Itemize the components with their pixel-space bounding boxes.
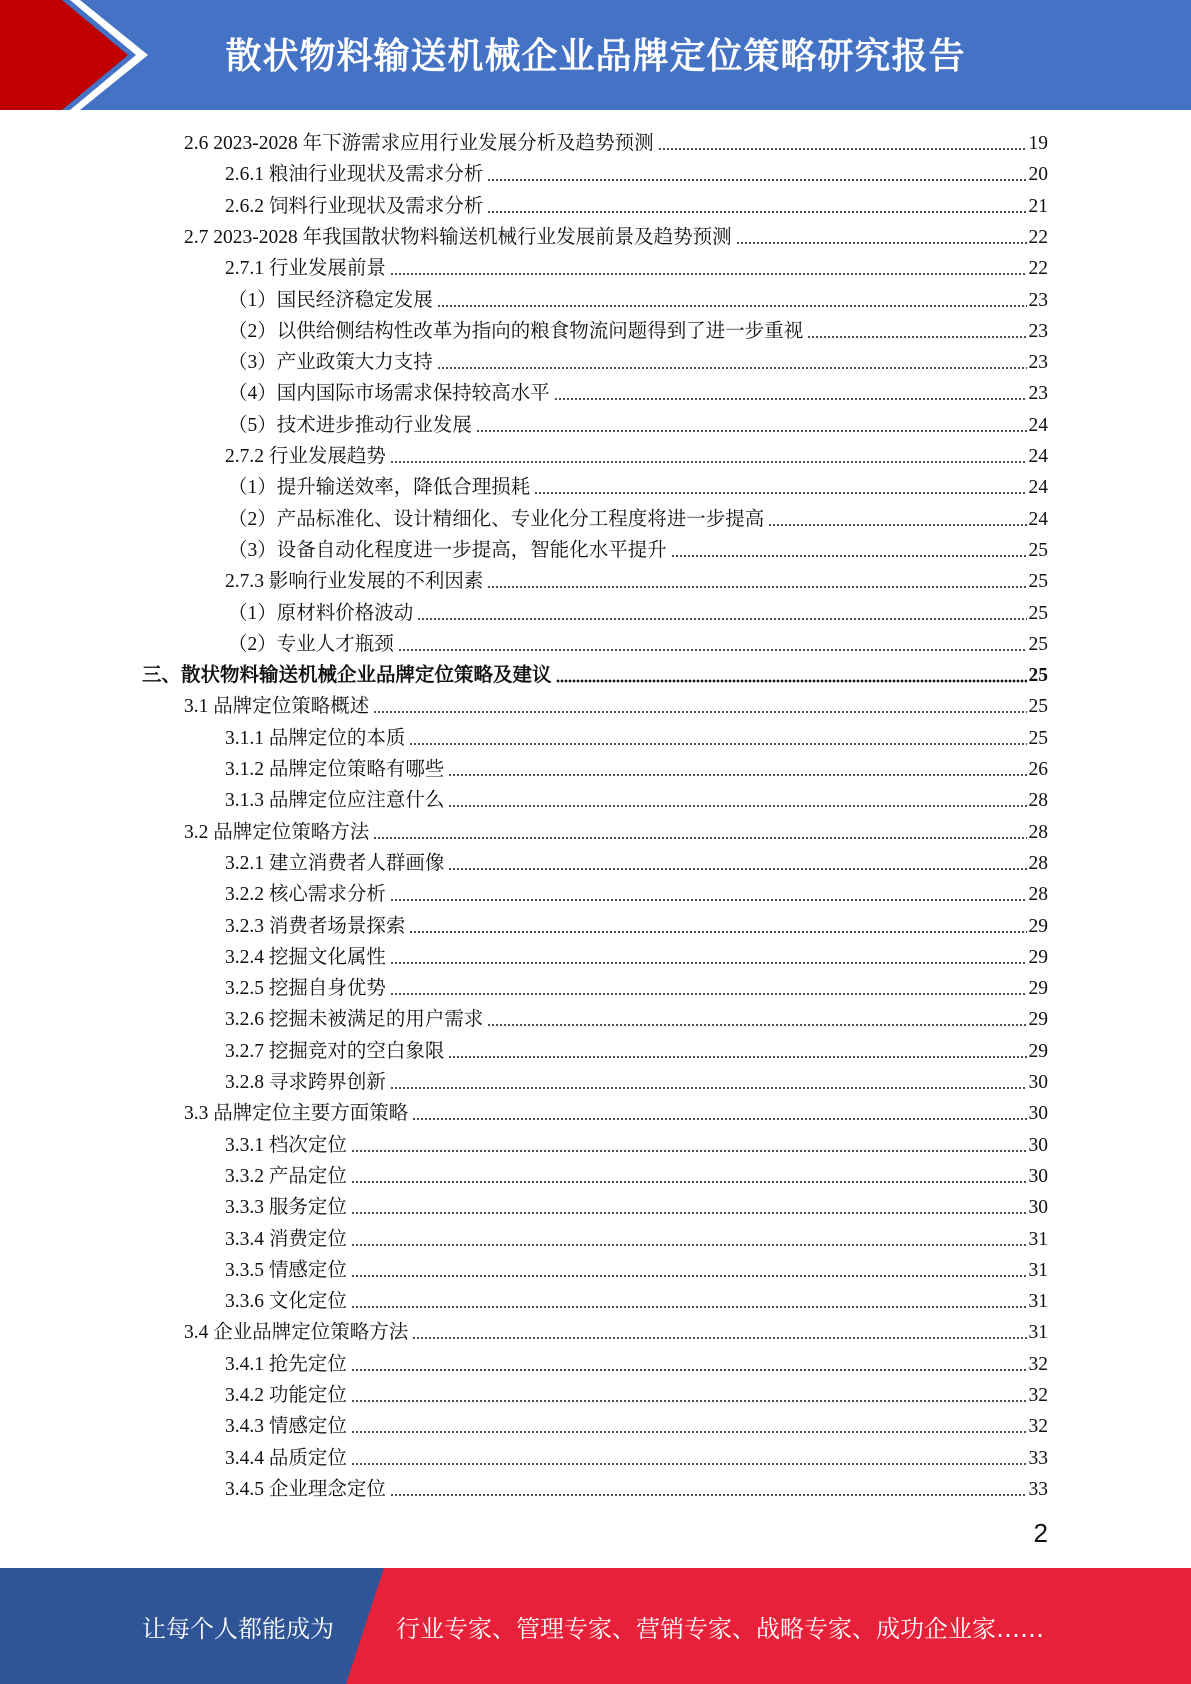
toc-entry-page: 25: [1028, 602, 1048, 624]
toc-entry-page: 20: [1028, 164, 1048, 186]
toc-leader-dots: [556, 669, 1027, 683]
toc-entry-page: 29: [1028, 915, 1048, 937]
toc-entry[interactable]: [228, 471, 1048, 502]
toc-leader-dots: [412, 1107, 1026, 1121]
toc-leader-dots: [373, 826, 1026, 840]
toc-entry-page: 21: [1028, 195, 1048, 217]
toc-entry[interactable]: [225, 1223, 1048, 1254]
toc-entry-title: 3.4.1 抢先定位: [225, 1353, 347, 1375]
toc-leader-dots: [448, 857, 1026, 871]
toc-entry-title: 3.3.4 消费定位: [225, 1228, 347, 1250]
toc-entry[interactable]: [225, 910, 1048, 941]
toc-entry[interactable]: [228, 628, 1048, 659]
toc-entry-page: 28: [1028, 790, 1048, 812]
toc-entry-page: 31: [1028, 1228, 1048, 1250]
toc-entry-title: 3.3.2 产品定位: [225, 1165, 347, 1187]
toc-leader-dots: [437, 356, 1027, 370]
toc-entry[interactable]: [225, 1442, 1048, 1473]
toc-entry-title: （3）设备自动化程度进一步提高，智能化水平提升: [228, 539, 667, 561]
toc-leader-dots: [807, 325, 1026, 339]
toc-entry-title: 2.6 2023-2028 年下游需求应用行业发展分析及趋势预测: [184, 133, 654, 154]
toc-entry[interactable]: [184, 127, 1048, 158]
toc-entry-page: 23: [1028, 383, 1048, 405]
toc-entry-title: 3.4.5 企业理念定位: [225, 1478, 386, 1500]
toc-entry[interactable]: [225, 722, 1048, 753]
toc-entry-title: 3.2.7 挖掘竞对的空白象限: [225, 1040, 445, 1062]
toc-entry-title: （5）技术进步推动行业发展: [228, 414, 472, 436]
toc-leader-dots: [351, 1358, 1027, 1372]
toc-entry[interactable]: [225, 1254, 1048, 1285]
toc-entry[interactable]: [225, 753, 1048, 784]
toc-entry-page: 31: [1028, 1291, 1048, 1313]
toc-entry[interactable]: [225, 878, 1048, 909]
toc-entry-page: 29: [1028, 978, 1048, 1000]
toc-leader-dots: [409, 920, 1026, 934]
toc-leader-dots: [351, 1233, 1027, 1247]
toc-entry-title: 3.1.3 品牌定位应注意什么: [225, 790, 445, 812]
toc-entry[interactable]: [225, 784, 1048, 815]
toc-entry-page: 22: [1028, 258, 1048, 280]
toc-entry[interactable]: [225, 1473, 1048, 1504]
toc-entry[interactable]: [225, 1191, 1048, 1222]
toc-entry-title: 2.7.1 行业发展前景: [225, 258, 386, 280]
toc-entry-title: （2）产品标准化、设计精细化、专业化分工程度将进一步提高: [228, 508, 765, 530]
toc-entry-page: 25: [1028, 665, 1048, 687]
toc-entry-page: 26: [1028, 759, 1048, 780]
toc-leader-dots: [417, 607, 1026, 621]
toc-entry-page: 23: [1028, 320, 1048, 342]
toc-entry-title: 三、散状物料输送机械企业品牌定位策略及建议: [142, 665, 552, 687]
toc-leader-dots: [448, 794, 1026, 808]
toc-leader-dots: [351, 1139, 1027, 1153]
toc-leader-dots: [671, 544, 1027, 558]
toc-entry-page: 31: [1028, 1322, 1048, 1344]
toc-leader-dots: [412, 1326, 1026, 1340]
toc-entry-page: 30: [1028, 1197, 1048, 1219]
toc-entry[interactable]: [225, 158, 1048, 189]
toc-entry[interactable]: [225, 1066, 1048, 1097]
toc-leader-dots: [448, 763, 1026, 777]
toc-leader-dots: [351, 1420, 1027, 1434]
toc-entry[interactable]: [184, 221, 1048, 252]
toc-entry-title: （1）提升输送效率，降低合理损耗: [228, 477, 531, 499]
toc-leader-dots: [351, 1201, 1027, 1215]
toc-entry[interactable]: [225, 972, 1048, 1003]
toc-leader-dots: [390, 450, 1027, 464]
toc-entry-title: 3.1 品牌定位策略概述: [184, 696, 370, 718]
toc-entry-page: 25: [1028, 696, 1048, 718]
toc-entry-title: 3.1.1 品牌定位的本质: [225, 727, 406, 749]
toc-entry-page: 32: [1028, 1353, 1048, 1375]
toc-entry-title: 3.2.3 消费者场景探索: [225, 915, 406, 937]
toc-entry[interactable]: [184, 690, 1048, 721]
toc-entry-title: 3.3.1 档次定位: [225, 1134, 347, 1156]
toc-leader-dots: [437, 294, 1027, 308]
toc-entry-title: （4）国内国际市场需求保持较高水平: [228, 383, 550, 405]
toc-entry-page: 24: [1028, 414, 1048, 436]
footer-slogan: 让每个人都能成为: [142, 1614, 334, 1643]
toc-entry[interactable]: [225, 440, 1048, 471]
toc-entry[interactable]: [228, 377, 1048, 408]
toc-entry-page: 25: [1028, 571, 1048, 593]
toc-entry-page: 19: [1028, 133, 1048, 154]
toc-leader-dots: [658, 137, 1027, 151]
toc-leader-dots: [390, 1483, 1027, 1497]
toc-entry-page: 25: [1028, 633, 1048, 655]
toc-leader-dots: [487, 200, 1026, 214]
toc-entry-title: （3）产业政策大力支持: [228, 352, 433, 374]
toc-entry[interactable]: [142, 659, 1048, 690]
toc-leader-dots: [487, 1013, 1026, 1027]
toc-leader-dots: [736, 231, 1027, 245]
toc-entry[interactable]: [225, 1035, 1048, 1066]
toc-entry-page: 32: [1028, 1385, 1048, 1406]
toc-entry[interactable]: [225, 252, 1048, 283]
toc-leader-dots: [390, 951, 1027, 965]
toc-leader-dots: [390, 262, 1027, 276]
toc-entry-title: 3.3 品牌定位主要方面策略: [184, 1103, 409, 1125]
header-banner: [0, 0, 1191, 110]
toc-entry-page: 22: [1028, 226, 1048, 248]
toc-entry[interactable]: [225, 941, 1048, 972]
footer-roles: 行业专家、管理专家、营销专家、战略专家、成功企业家……: [396, 1614, 1044, 1643]
toc-entry-title: 3.2.8 寻求跨界创新: [225, 1072, 386, 1093]
toc-entry-page: 33: [1028, 1447, 1048, 1469]
toc-entry[interactable]: [225, 1129, 1048, 1160]
toc-leader-dots: [373, 700, 1026, 714]
toc-entry-title: 2.7 2023-2028 年我国散状物料输送机械行业发展前景及趋势预测: [184, 226, 732, 248]
toc-leader-dots: [351, 1389, 1027, 1403]
toc-leader-dots: [351, 1264, 1027, 1278]
toc-entry-title: 3.3.6 文化定位: [225, 1291, 347, 1313]
toc-entry-page: 29: [1028, 946, 1048, 968]
toc-entry-page: 28: [1028, 852, 1048, 874]
toc-entry-page: 25: [1028, 727, 1048, 749]
toc-entry-page: 23: [1028, 289, 1048, 311]
toc-leader-dots: [768, 513, 1026, 527]
toc-entry[interactable]: [228, 409, 1048, 440]
toc-entry[interactable]: [228, 534, 1048, 565]
toc-entry-title: 2.6.1 粮油行业现状及需求分析: [225, 164, 484, 186]
toc-entry-page: 23: [1028, 352, 1048, 374]
toc-entry-title: （1）国民经济稳定发展: [228, 289, 433, 311]
toc-entry-page: 25: [1028, 539, 1048, 561]
toc-leader-dots: [351, 1295, 1027, 1309]
toc-entry-title: 2.7.3 影响行业发展的不利因素: [225, 571, 484, 593]
toc-entry[interactable]: [225, 565, 1048, 596]
toc-leader-dots: [487, 168, 1026, 182]
toc-entry[interactable]: [225, 1003, 1048, 1034]
toc-entry-page: 24: [1028, 508, 1048, 530]
toc-leader-dots: [476, 419, 1027, 433]
toc-entry[interactable]: [225, 1379, 1048, 1410]
toc-entry[interactable]: [225, 1285, 1048, 1316]
toc-entry-page: 24: [1028, 446, 1048, 467]
toc-entry[interactable]: [228, 503, 1048, 534]
toc-entry-title: 2.6.2 饲料行业现状及需求分析: [225, 195, 484, 217]
toc-entry-title: 3.4.4 品质定位: [225, 1447, 347, 1469]
toc-entry[interactable]: [184, 1097, 1048, 1128]
page-number: 2: [1033, 1518, 1048, 1548]
toc-entry-title: 3.2.6 挖掘未被满足的用户需求: [225, 1009, 484, 1031]
toc-entry-title: 3.2.4 挖掘文化属性: [225, 946, 386, 968]
toc-entry-title: 3.2 品牌定位策略方法: [184, 821, 370, 843]
toc-entry-title: （2）专业人才瓶颈: [228, 633, 394, 655]
report-title: 散状物料输送机械企业品牌定位策略研究报告: [225, 35, 966, 77]
toc-leader-dots: [390, 982, 1027, 996]
toc-entry-page: 30: [1028, 1134, 1048, 1156]
toc-entry-title: 3.3.3 服务定位: [225, 1197, 347, 1219]
toc-entry[interactable]: [225, 1160, 1048, 1191]
toc-leader-dots: [409, 732, 1026, 746]
toc-entry-page: 30: [1028, 1103, 1048, 1125]
toc-entry-title: 3.1.2 品牌定位策略有哪些: [225, 759, 445, 780]
toc-entry-title: 2.7.2 行业发展趋势: [225, 446, 386, 467]
toc-entry[interactable]: [225, 190, 1048, 221]
toc-entry[interactable]: [225, 847, 1048, 878]
toc-leader-dots: [351, 1452, 1027, 1466]
toc-entry-title: （2）以供给侧结构性改革为指向的粮食物流问题得到了进一步重视: [228, 320, 804, 342]
toc-entry-page: 32: [1028, 1416, 1048, 1438]
toc-leader-dots: [390, 1076, 1027, 1090]
toc-leader-dots: [487, 575, 1026, 589]
toc-entry-title: 3.3.5 情感定位: [225, 1259, 347, 1281]
toc-entry-title: 3.2.2 核心需求分析: [225, 884, 386, 906]
toc-leader-dots: [390, 888, 1027, 902]
toc-entry[interactable]: [184, 1316, 1048, 1347]
toc-entry-page: 28: [1028, 884, 1048, 906]
toc-entry-page: 31: [1028, 1259, 1048, 1281]
toc-entry-title: 3.2.1 建立消费者人群画像: [225, 852, 445, 874]
toc-leader-dots: [554, 387, 1027, 401]
toc-entry-title: （1）原材料价格波动: [228, 602, 414, 624]
toc-entry-page: 30: [1028, 1072, 1048, 1093]
toc-entry-title: 3.2.5 挖掘自身优势: [225, 978, 386, 1000]
toc-entry[interactable]: [225, 1348, 1048, 1379]
toc-leader-dots: [534, 481, 1026, 495]
toc-entry[interactable]: [228, 346, 1048, 377]
toc-leader-dots: [351, 1170, 1027, 1184]
toc-entry-page: 29: [1028, 1040, 1048, 1062]
toc-entry-page: 24: [1028, 477, 1048, 499]
toc-entry[interactable]: [228, 597, 1048, 628]
toc-entry-page: 30: [1028, 1165, 1048, 1187]
footer-banner: [0, 1568, 1191, 1684]
toc-leader-dots: [398, 638, 1027, 652]
toc-leader-dots: [448, 1045, 1026, 1059]
toc-entry-title: 3.4.3 情感定位: [225, 1416, 347, 1438]
toc-entry[interactable]: [184, 816, 1048, 847]
toc-entry[interactable]: [228, 315, 1048, 346]
toc-entry-page: 28: [1028, 821, 1048, 843]
toc-entry-page: 29: [1028, 1009, 1048, 1031]
toc-entry[interactable]: [228, 284, 1048, 315]
toc-entry-title: 3.4.2 功能定位: [225, 1385, 347, 1406]
toc-entry-page: 33: [1028, 1478, 1048, 1500]
toc-entry-title: 3.4 企业品牌定位策略方法: [184, 1322, 409, 1344]
toc-entry[interactable]: [225, 1410, 1048, 1441]
